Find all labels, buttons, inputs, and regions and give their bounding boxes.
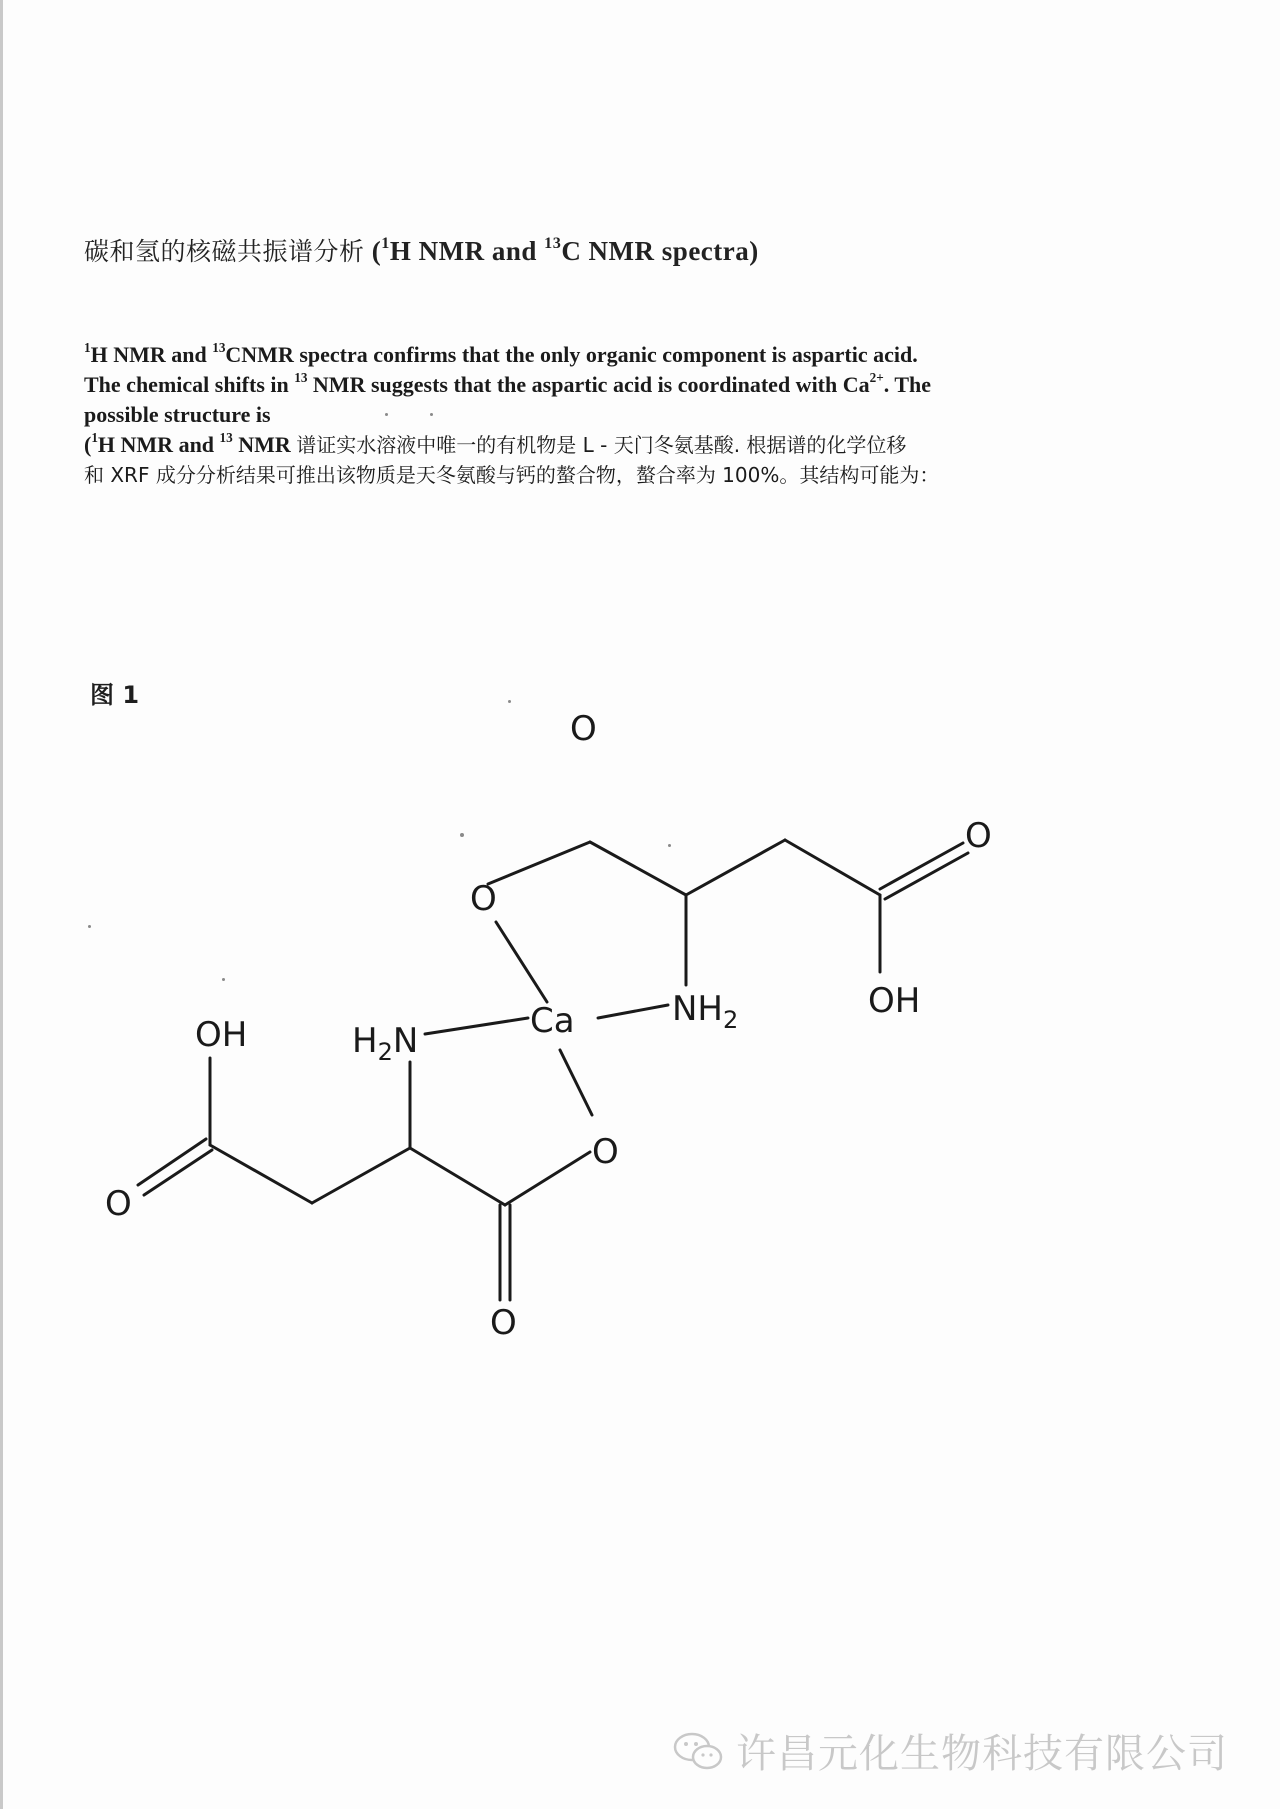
- bond-o-lower-c: [505, 1152, 590, 1205]
- scan-speck: [88, 925, 91, 928]
- scan-speck: [385, 413, 388, 416]
- paragraph-line-5: 和 XRF 成分分析结果可推出该物质是天冬氨酸与钙的螯合物，螯合率为 100%。其结构可能为：: [84, 463, 940, 487]
- scan-speck: [668, 844, 671, 847]
- atom-o-ring-upper: O: [470, 879, 497, 919]
- bond-double-o-right-2: [885, 853, 968, 899]
- scan-speck: [508, 700, 511, 703]
- paragraph-line-3: possible structure is: [84, 402, 271, 427]
- scan-speck: [430, 413, 433, 416]
- bond-c-alpha-lower: [410, 1148, 505, 1205]
- bond-carboxyl-o-upper: [488, 842, 590, 884]
- paragraph-line-2: The chemical shifts in $^{13}$ NMR suggests that the aspartic acid is coordinated with $Ca^{2+}$. The: [84, 369, 932, 397]
- bond-o-ca-upper: [496, 922, 547, 1002]
- atom-o-ring-lower: O: [592, 1132, 619, 1172]
- watermark-text: 许昌元化生物科技有限公司: [736, 1731, 1228, 1777]
- heading-chinese: 碳和氢的核磁共振谱分析: [84, 237, 365, 266]
- bond-alpha-beta-upper: [686, 840, 785, 895]
- heading-latin: ($^1$H NMR and $^{13}$C NMR spectra): [364, 233, 759, 266]
- atom-nh2-right: $NH_2$: [672, 989, 739, 1034]
- bond-h2n-ca: [425, 1018, 528, 1034]
- atom-ca: Ca: [530, 1001, 575, 1041]
- bond-beta-c-lower: [210, 1145, 312, 1203]
- atom-o-bottom: O: [490, 1303, 517, 1343]
- atom-o-top: O: [570, 709, 597, 749]
- paragraph-line-1: $^1$H NMR and $^{13}$CNMR spectra confirms that the only organic component is aspartic acid.: [84, 339, 918, 367]
- atom-oh-left: OH: [195, 1015, 248, 1055]
- bond-alpha-beta-lower: [312, 1148, 410, 1203]
- bond-double-o-right-1: [880, 843, 963, 889]
- atom-oh-right: OH: [868, 981, 921, 1021]
- bond-ca-nh2-right: [598, 1005, 668, 1018]
- figure-label: 图 1: [90, 681, 140, 709]
- atom-o-keto-left: O: [105, 1184, 132, 1224]
- bond-carboxyl-c-alpha-upper: [590, 842, 686, 895]
- scan-speck: [222, 978, 225, 981]
- company-watermark: [672, 1722, 1228, 1779]
- paragraph-line-4: ($^1$H NMR and $^{13}$ NMR 谱证实水溶液中唯一的有机物是 L - 天门冬氨基酸. 根据谱的化学位移: [84, 429, 907, 457]
- bond-beta-c-upper: [785, 840, 880, 895]
- scan-speck: [460, 833, 464, 837]
- atom-h2n-left: $H_2N$: [352, 1021, 419, 1066]
- bond-ca-o-lower: [560, 1050, 592, 1115]
- wechat-icon: [672, 1730, 726, 1772]
- atom-o-keto-right: O: [965, 816, 992, 856]
